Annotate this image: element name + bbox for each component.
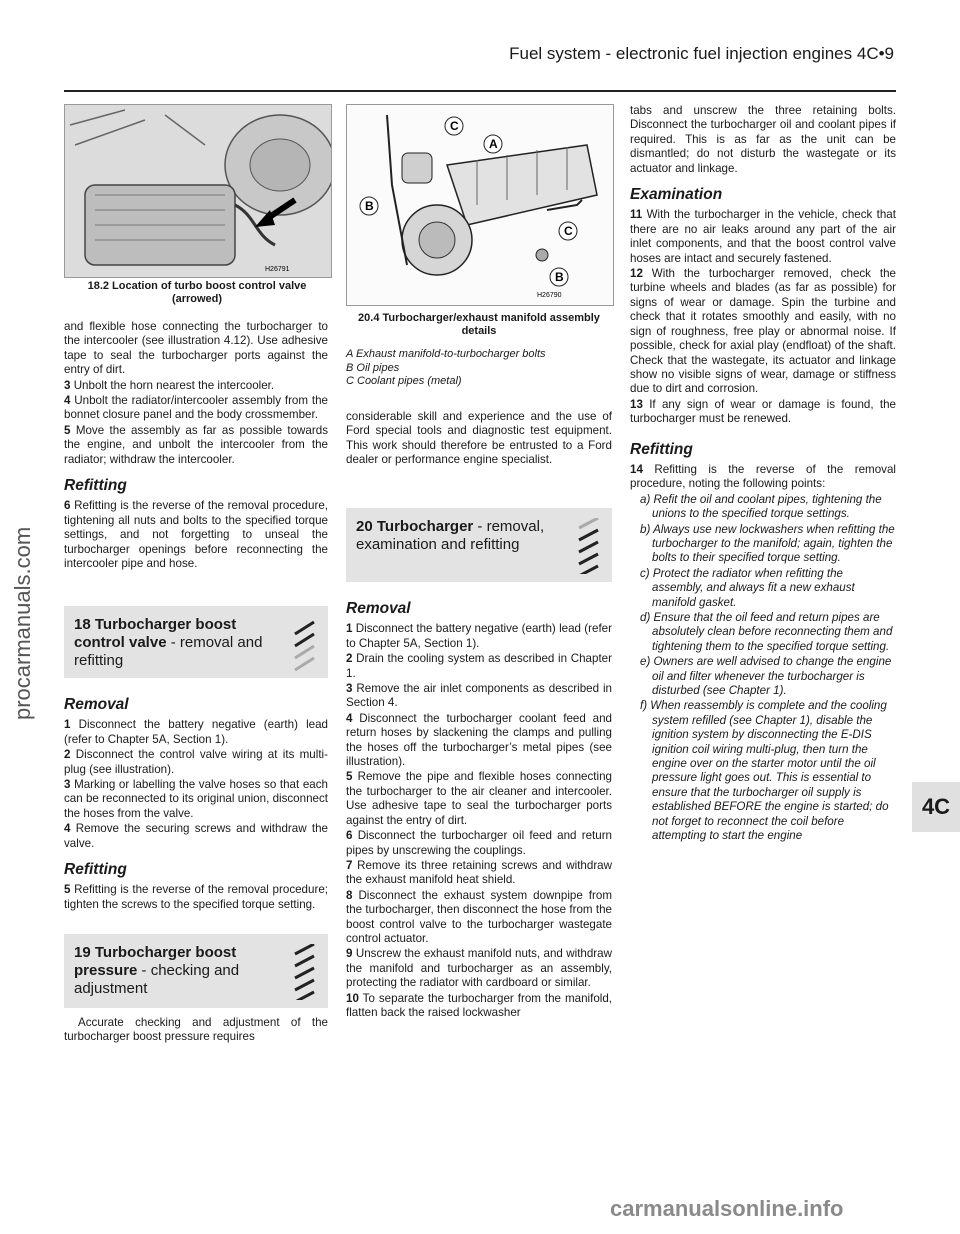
diagram-turbo-exhaust-manifold [346, 104, 614, 306]
figure-caption-20-4: 20.4 Turbocharger/exhaust manifold assembly details [358, 312, 600, 337]
paragraph: and flexible hose connecting the turbocharger to the intercooler (see illustration 4.12). Use adhesive tape to seal the turbocharger ports against the entry of dirt. [64, 320, 328, 377]
difficulty-rating-icon [576, 518, 602, 574]
section-18-heading: 18 Turbocharger boost control valve - removal and refitting [64, 606, 328, 678]
turbocharger-diagram [347, 105, 613, 305]
list-item: e) Owners are well advised to change the engine oil and filter whenever the turbocharger is disturbed (see Chapter 1). [640, 655, 892, 698]
section-19-heading: 19 Turbocharger boost pressure - checking and adjustment [64, 934, 328, 1008]
paragraph: considerable skill and experience and the use of Ford special tools and diagnostic test equipment. This work should therefore be entrusted to a Ford dealer or performance engine specialist. [346, 410, 612, 467]
diagram-label-b: B [365, 199, 374, 213]
subheading-refitting: Refitting [630, 440, 693, 458]
diagram-label-c: C [564, 224, 573, 238]
watermark-vertical: procarmanuals.com [10, 526, 35, 720]
list-item: d) Ensure that the oil feed and return pipes are absolutely clean before reconnecting them and tightening them to the specified torque setting. [640, 611, 893, 653]
column-1-lower: Removal 1 Disconnect the battery negative (earth) lead (refer to Chapter 5A, Section 1). 2 Disconnect the control valve wiring at its multi-plug (see illustration). 3 Marking or labelling the valve hoses so that each can be reconnected to its original union, disconnect the hoses from the valve. 4 Remove the securing screws and withdraw the valve. Refitting 5 Refitting is the reverse of the removal procedure; tighten the screws to the specified torque setting. [64, 696, 328, 911]
paragraph: tabs and unscrew the three retaining bolts. Disconnect the turbocharger oil and coolant pipes if required. This is as far as the unit can be dismantled; do not disturb the wastegate or its actuator and linkage. [630, 104, 896, 175]
figure-code: H26791 [265, 266, 290, 273]
column-2 [346, 410, 612, 469]
difficulty-rating-icon [292, 944, 318, 1000]
list-item: f) When reassembly is complete and the cooling system refilled (see Chapter 1), disable the ignition system by disconnecting the E-DIS ignition coil wiring multi-plug, then turn the engine over on the starter motor until the oil pressure light goes out. This is essential to ensure that the turbocharger oil supply is established BEFORE the engine is started; do not forget to reconnect the coil before attempting to start the engine [640, 699, 889, 843]
paragraph: Accurate checking and adjustment of the turbocharger boost pressure requires [64, 1016, 328, 1044]
refitting-points-list [638, 493, 896, 844]
watermark-bottom: carmanualsonline.info [610, 1196, 844, 1221]
list-item: c) Protect the radiator when refitting the assembly, and always fit a new exhaust manifold gasket. [640, 566, 855, 609]
list-item: a) Refit the oil and coolant pipes, tightening the unions to the specified torque settings. [640, 492, 882, 521]
diagram-label-c: C [450, 119, 459, 133]
chapter-tab: 4C [912, 782, 960, 832]
subheading-examination: Examination [630, 186, 723, 204]
column-1-bottom [64, 1016, 328, 1046]
diagram-label-b: B [555, 270, 564, 284]
figure-caption-18-2: 18.2 Location of turbo boost control valve (arrowed) [87, 280, 307, 305]
column-1: and flexible hose connecting the turbocharger to the intercooler (see illustration 4.12). Use adhesive tape to seal the turbocharger ports against the entry of dirt. 3 Unbolt the horn nearest the intercooler. 4 Unbolt the radiator/intercooler assembly from the bonnet closure panel and the body crossmember. 5 Move the assembly as far as possible towards the engine, and unbolt the intercooler from the radiator; withdraw the intercooler. Refitting 6 Refitting is the reverse of the removal procedure, tightening all nuts and bolts to the specified torque settings, and not forgetting to unseal the turbocharger openings before reconnecting the intercooler pipe and hose. [64, 320, 328, 571]
list-item: b) Always use new lockwashers when refitting the turbocharger to the manifold; again, tighten the bolts to their specified torque setting. [640, 522, 895, 565]
legend-item-c: C Coolant pipes (metal) [346, 375, 462, 387]
figure-legend [346, 348, 612, 389]
subheading-removal: Removal [64, 696, 129, 713]
section-20-heading: 20 Turbocharger - removal, examination and refitting [346, 508, 612, 582]
subheading-removal: Removal [346, 600, 411, 617]
figure-code: H26790 [537, 292, 562, 299]
column-2-lower: Removal 1 Disconnect the battery negative (earth) lead (refer to Chapter 5A, Section 1). 2 Drain the cooling system as described in Chapter 1. 3 Remove the air inlet components as described in Section 4. 4 Disconnect the turbocharger coolant feed and return hoses by slackening the clamps and pulling the hoses off the turbocharger’s metal pipes (see illustration). 5 Remove the pipe and flexible hoses connecting the turbocharger to the air cleaner and intercooler. Use adhesive tape to seal the turbocharger ports against the entry of dirt. 6 Disconnect the turbocharger oil feed and return pipes by unscrewing the couplings. 7 Remove its three retaining screws and withdraw the exhaust manifold heat shield. 8 Disconnect the exhaust system downpipe from the turbocharger, then disconnect the hose from the boost control valve to the turbocharger wastegate control actuator. 9 Unscrew the exhaust manifold nuts, and withdraw the manifold and turbocharger as an assembly, protecting the radiator with cardboard or similar. 10 To separate the turbocharger from the manifold, flatten back the raised lockwasher [346, 600, 613, 1019]
diagram-label-a: A [489, 137, 498, 151]
engine-bay-illustration [65, 105, 331, 277]
subheading-refitting: Refitting [64, 861, 127, 879]
header-rule [64, 90, 896, 92]
subheading-refitting: Refitting [64, 477, 127, 495]
legend-item-a: A Exhaust manifold-to-turbocharger bolts [346, 348, 546, 360]
difficulty-rating-icon [292, 616, 318, 672]
legend-item-b: B Oil pipes [346, 361, 400, 374]
running-header: Fuel system - electronic fuel injection engines 4C•9 [509, 44, 894, 63]
column-3: tabs and unscrew the three retaining bolts. Disconnect the turbocharger oil and coolant pipes if required. This is as far as the unit can be dismantled; do not disturb the wastegate or its actuator and linkage. Examination 11 With the turbocharger in the vehicle, check that there are no air leaks around any part of the air inlet components, and that the boost control valve hoses are intact and securely fastened. 12 With the turbocharger removed, check the turbine wheels and blades (as far as possible) for signs of wear or damage. Spin the turbine and check that it rotates smoothly and easily, with no sign of roughness, free play or abnormal noise. If possible, check for axial play (endfloat) of the shaft. Check that the wastegate, its actuator and linkage show no visible signs of wear, damage or stiffness due to dirt and corrosion. 13 If any sign of wear or damage is found, the turbocharger must be renewed. Refitting 14 Refitting is the reverse of the removal procedure, noting the following points: a) Refit the oil and coolant pipes, tightening the unions to the specified torque settings. b) Always use new lockwashers when refitting the turbocharger to the manifold; again, tighten the bolts to their specified torque setting. c) Protect the radiator when refitting the assembly, and always fit a new exhaust manifold gasket. d) Ensure that the oil feed and return pipes are absolutely clean before reconnecting them and tightening them to the specified torque setting. e) Owners are well advised to change the engine oil and filter whenever the turbocharger is disturbed (see Chapter 1). f) When reassembly is complete and the cooling system refilled (see Chapter 1), disable the ignition system by disconnecting the E-DIS ignition coil wiring multi-plug, then turn the engine over on the starter motor until the oil pressure light goes out. This is essential to ensure that the turbocharger oil supply is established BEFORE the engine is started; do not forget to reconnect the coil before attempting to start the engine [630, 104, 896, 843]
photo-turbo-boost-valve [64, 104, 332, 278]
